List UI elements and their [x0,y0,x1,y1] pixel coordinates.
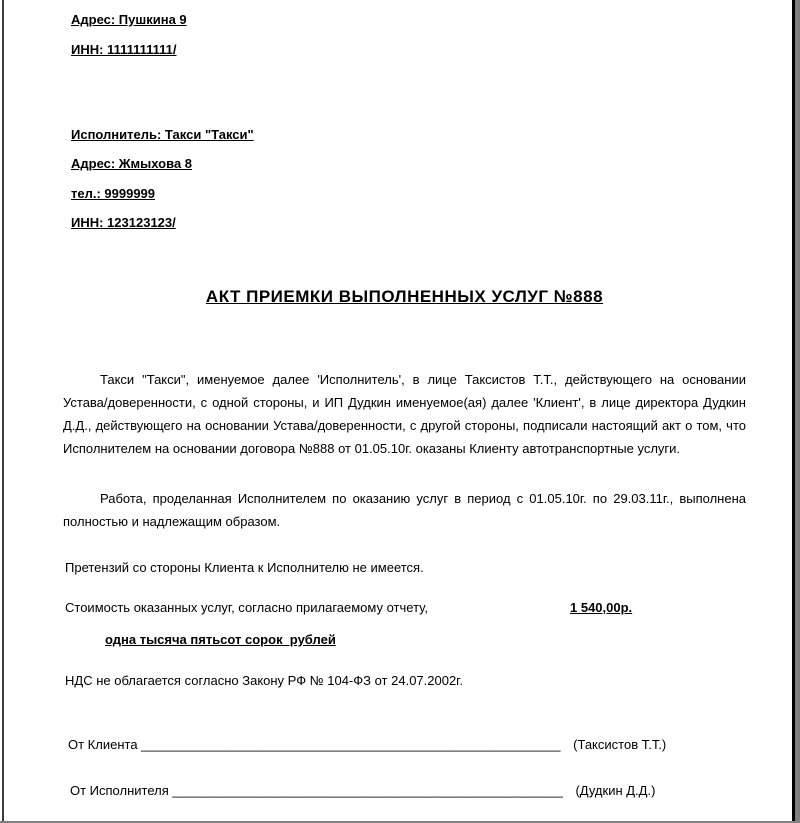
executor-inn: ИНН: 123123123/ [71,215,176,230]
cost-line [63,600,746,616]
executor-phone: тел.: 9999999 [71,186,156,201]
executor-signature-line: ______________________________________________________ [172,783,563,798]
executor-address: Адрес: Жмыхова 8 [71,156,193,171]
executor-signature-row [70,783,746,799]
vat-note: НДС не облагается согласно Закону РФ № 104-ФЗ от 24.07.2002г. [65,673,463,688]
cost-amount: 1 540,00р. [570,600,633,615]
client-signature-line: __________________________________________________________ [141,737,561,752]
act-title: АКТ ПРИЕМКИ ВЫПОЛНЕННЫХ УСЛУГ №888 [205,287,604,306]
client-signature-row [68,737,746,753]
client-inn: ИНН: 1111111111/ [71,42,177,57]
document-content [63,0,746,799]
no-claims-line: Претензий со стороны Клиента к Исполнителю не имеется. [65,560,424,575]
client-signature-label: От Клиента [68,737,138,752]
amount-in-words: одна тысяча пятьсот сорок рублей [105,632,336,647]
page-right-shadow [795,0,800,823]
executor-signature-label: От Исполнителя [70,783,169,798]
client-address: Адрес: Пушкина 9 [71,12,187,27]
page-left-edge [2,0,4,821]
executor-signature-name: (Дудкин Д.Д.) [575,783,656,798]
executor-title: Исполнитель: Такси "Такси" [71,127,254,142]
client-signature-name: (Таксистов Т.Т.) [573,737,667,752]
work-completed-paragraph: Работа, проделанная Исполнителем по оказанию услуг в период с 01.05.10г. по 29.03.11г., выполнена полностью и надлежащим образом. [63,491,746,529]
act-intro-paragraph: Такси "Такси", именуемое далее 'Исполнитель', в лице Таксистов Т.Т., действующего на основании Устава/доверенности, с одной стороны, и ИП Дудкин именуемое(ая) далее 'Клиент', в лице директора Дудкин Д.Д., действующего на основании Устава/доверенности, с другой стороны, подписали настоящий акт о том, что Исполнителем на основании договора №888 от 01.05.10г. оказаны Клиенту автотранспортные услуги. [63,372,746,456]
cost-label: Стоимость оказанных услуг, согласно прилагаемому отчету, [65,600,428,615]
